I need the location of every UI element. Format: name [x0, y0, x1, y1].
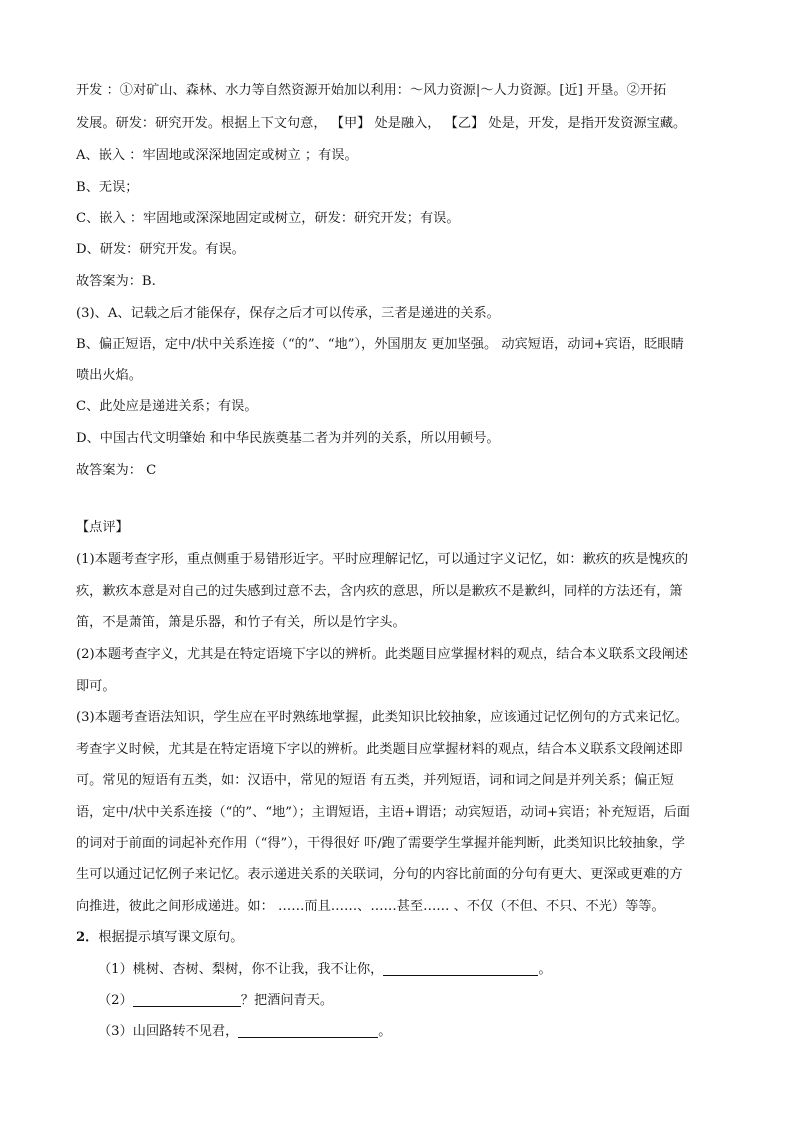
fill-item-3 — [98, 1023, 778, 1041]
review-p3-line-3: 可。常见的短语有五类，如：汉语中，常见的短语 有五类，并列短语，词和词之间是并列关系；偏正短 — [76, 773, 674, 788]
q3-option-c: C、此处应是递进关系；有误。 — [76, 399, 258, 414]
option-b-analysis: B、无误； — [76, 180, 139, 195]
review-p1-line-1: (1)本题考查字形，重点侧重于易错形近字。平时应理解记忆，可以通过字义记忆，如：歉疚的疚是愧疚的 — [76, 552, 689, 567]
fill-item-2-text: （2） — [98, 993, 133, 1008]
review-p1-line-3: 笛，不是萧笛，箫是乐器，和竹子有关，所以是竹字头。 — [76, 615, 406, 630]
review-p3-line-6: 生可以通过记忆例子来记忆。表示递进关系的关联词，分句的内容比前面的分句有更大、更深或更难的方 — [76, 867, 683, 882]
analysis-intro-line-1: 开发 ：①对矿山、森林、水力等自然资源开始加以利用：～风力资源|～人力资源。[近] 开垦。②开拓 — [76, 83, 667, 98]
review-p2-line-2: 即可。 — [76, 679, 116, 694]
fill-item-3-text: （3）山回路转不见君， — [98, 1024, 239, 1039]
fill-item-3-end: 。 — [378, 1024, 392, 1039]
review-p3-line-2: 考查字义时候，尤其是在特定语境下字以的辨析。此类题目应掌握材料的观点，结合本义联系文段阐述即 — [76, 742, 683, 757]
fill-blank-2[interactable] — [133, 992, 241, 1007]
question-number: 2． — [76, 930, 99, 945]
q3-option-a: (3)、A、记载之后才能保存，保存之后才可以传承，三者是递进的关系。 — [76, 306, 500, 321]
q3-option-b-line-2: 喷出火焰。 — [76, 368, 142, 383]
answer-line-2: 故答案为：B. — [76, 274, 156, 289]
fill-item-1-end: 。 — [538, 962, 552, 977]
review-p3-line-5: 的词对于前面的词起补充作用（“得”），干得很好 吓/跑了需要学生掌握并能判断，此类知识比较抽象，学 — [76, 836, 685, 851]
option-d-analysis: D、研发：研究开发。有误。 — [76, 242, 245, 257]
review-p2-line-1: (2)本题考查字义，尤其是在特定语境下字以的辨析。此类题目应掌握材料的观点，结合本义联系文段阐述 — [76, 647, 689, 662]
analysis-intro-line-2: 发展。研发：研究开发。根据上下文句意， 【甲】 处是融入， 【乙】 处是，开发，是指开发资源宝藏。 — [76, 116, 687, 131]
question-prompt: 根据提示填写课文原句。 — [98, 930, 244, 945]
fill-item-1 — [98, 961, 778, 979]
review-p1-line-2: 疚，歉疚本意是对自己的过失感到过意不去，含内疚的意思，所以是歉疚不是歉纠，同样的方法还有，箫 — [76, 584, 683, 599]
answer-line-3: 故答案为： C — [76, 463, 157, 478]
q3-option-b-line-1: B、偏正短语，定中/状中关系连接（“的”、“地”），外国朋友 更加坚强。 动宾短语，动词+宾语，眨眼睛 — [76, 337, 684, 352]
q3-option-d: D、中国古代文明肇始 和中华民族奠基二者为并列的关系，所以用顿号。 — [76, 431, 500, 446]
fill-blank-1[interactable] — [383, 961, 538, 976]
question-2-heading — [76, 929, 756, 947]
review-p3-line-7: 向推进，彼此之间形成递进。如： ……而且……、……甚至…… 、不仅（不但、不只、不光）等等。 — [76, 899, 665, 914]
option-c-analysis: C、嵌入 ：牢固地或深深地固定或树立，研发：研究开发；有误。 — [76, 211, 460, 226]
fill-item-2 — [98, 992, 778, 1010]
fill-item-2-end: ？把酒问青天。 — [240, 993, 334, 1008]
fill-item-1-text: （1）桃树、杏树、梨树，你不让我，我不让你， — [98, 962, 384, 977]
review-p3-line-1: (3)本题考查语法知识，学生应在平时熟练地掌握，此类知识比较抽象，应该通过记忆例句的方式来记忆。 — [76, 710, 689, 725]
review-heading: 【点评】 — [76, 520, 129, 535]
fill-blank-3[interactable] — [238, 1023, 378, 1038]
review-p3-line-4: 语，定中/状中关系连接（“的”、“地”）；主谓短语，主语+谓语；动宾短语，动词+宾语；补充短语，后面 — [76, 805, 690, 820]
option-a-analysis: A、嵌入 ：牢固地或深深地固定或树立 ；有误。 — [76, 148, 358, 163]
